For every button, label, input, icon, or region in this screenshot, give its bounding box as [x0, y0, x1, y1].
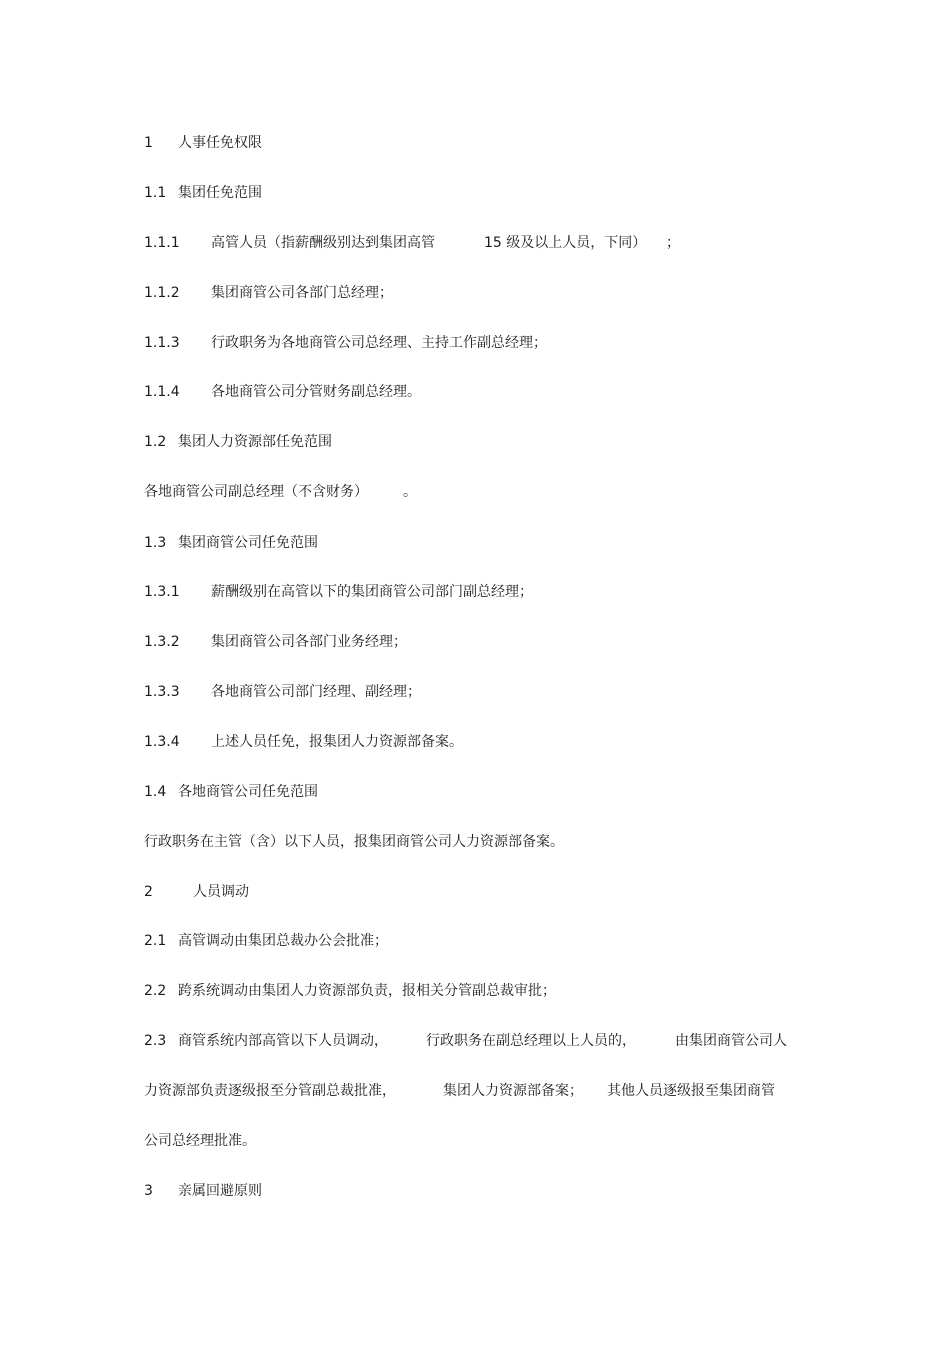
item-text: 各地商管公司部门经理、副经理； [211, 684, 421, 700]
paragraph-text: 其他人员逐级报至集团商管 [607, 1083, 775, 1099]
item-text: 上述人员任免，报集团人力资源部备案。 [211, 734, 463, 750]
heading-number: 3 [144, 1183, 153, 1199]
item-number: 1.1.2 [144, 285, 180, 301]
item-number: 1.1.4 [144, 384, 180, 400]
heading-text: 跨系统调动由集团人力资源部负责，报相关分管副总裁审批； [178, 983, 556, 999]
item-text: 15 级及以上人员，下同） [484, 235, 647, 251]
heading-number: 1.3 [144, 535, 167, 551]
item-number: 1.3.1 [144, 584, 180, 600]
heading-number: 2 [144, 884, 153, 900]
item-text: 集团商管公司各部门业务经理； [211, 634, 407, 650]
item-text: 薪酬级别在高管以下的集团商管公司部门副总经理； [211, 584, 533, 600]
paragraph-text: 。 [403, 484, 417, 500]
heading-number: 1.1 [144, 185, 167, 201]
heading-number: 2.2 [144, 983, 167, 999]
item-text: 行政职务为各地商管公司总经理、主持工作副总经理； [211, 335, 547, 351]
item-text: 集团商管公司各部门总经理； [211, 285, 393, 301]
heading-text: 商管系统内部高管以下人员调动， [178, 1033, 388, 1049]
item-number: 1.3.4 [144, 734, 180, 750]
paragraph-text: 力资源部负责逐级报至分管副总裁批准， [144, 1083, 396, 1099]
heading-number: 1.2 [144, 434, 167, 450]
item-number: 1.3.2 [144, 634, 180, 650]
heading-text: 集团人力资源部任免范围 [178, 434, 332, 450]
item-number: 1.1.3 [144, 335, 180, 351]
heading-text: 由集团商管公司人 [675, 1033, 787, 1049]
heading-number: 1 [144, 135, 153, 151]
heading-number: 2.3 [144, 1033, 167, 1049]
heading-text: 亲属回避原则 [178, 1183, 262, 1199]
heading-number: 1.4 [144, 784, 167, 800]
heading-number: 2.1 [144, 933, 167, 949]
item-text: ； [666, 235, 680, 251]
item-text: 各地商管公司分管财务副总经理。 [211, 384, 421, 400]
item-number: 1.1.1 [144, 235, 180, 251]
heading-text: 集团任免范围 [178, 185, 262, 201]
heading-text: 人事任免权限 [178, 135, 262, 151]
heading-text: 各地商管公司任免范围 [178, 784, 318, 800]
heading-text: 行政职务在副总经理以上人员的， [426, 1033, 636, 1049]
paragraph-text: 集团人力资源部备案； [443, 1083, 583, 1099]
heading-text: 人员调动 [193, 884, 249, 900]
item-text: 高管人员（指薪酬级别达到集团高管 [211, 235, 435, 251]
item-number: 1.3.3 [144, 684, 180, 700]
paragraph-text: 行政职务在主管（含）以下人员，报集团商管公司人力资源部备案。 [144, 834, 564, 850]
heading-text: 高管调动由集团总裁办公会批准； [178, 933, 388, 949]
paragraph-text: 各地商管公司副总经理（不含财务） [144, 484, 368, 500]
heading-text: 集团商管公司任免范围 [178, 535, 318, 551]
paragraph-text: 公司总经理批准。 [144, 1133, 256, 1149]
